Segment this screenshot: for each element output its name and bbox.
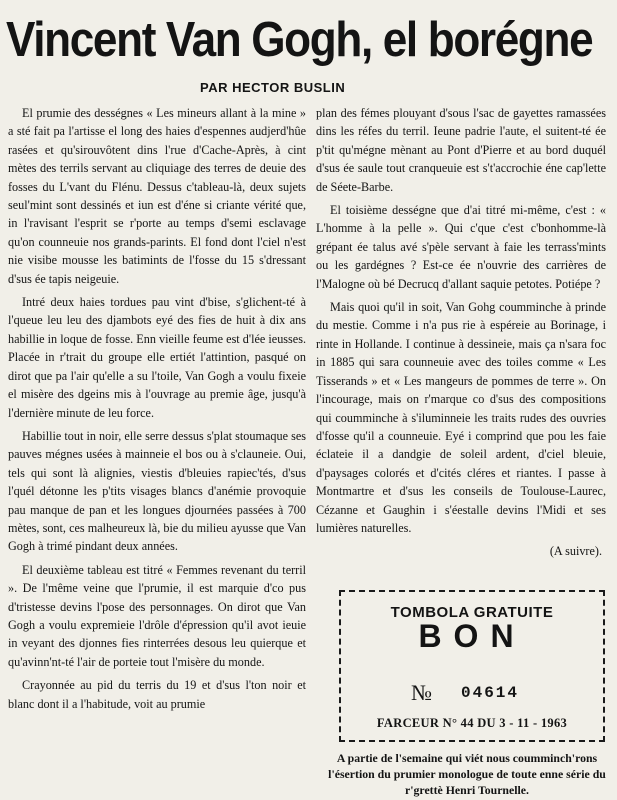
right-column <box>316 104 606 566</box>
paragraph: Mais quoi qu'il in soit, Van Gohg coumminche à prinde du mestie. Comme i n'a pus rie à espéreie au Borinage, i rinte in Hollande. I continue à dessineie, mais ça n'sara foc in 1885 qui sara counneuie avec des toiles comme « Les Tisserands » et « Les mangeurs de pommes de terre ». On l'incourage, mais on r'marque co d'sus des compositions qui coumminche à s'iluminneie les traits rudes des ouvries d'fosse qu'il a counneuie. Eyé i comprind que pou les faie éclateie il a dandgie de soleil ardent, d'ciel bleuie, d'paysages colorés et d'cités cléres et riantes. I passe à Montmartre et d'sus les conseils de Toulouse-Laurec, Cézanne et Gaughin i s'éestalle devins l'Midi et ses lumières naturelles. <box>316 300 606 535</box>
coupon-bon-label: BON <box>418 618 526 654</box>
tombola-coupon <box>339 590 605 742</box>
coupon-issue: FARCEUR N° 44 DU 3 - 11 - 1963 <box>376 716 568 730</box>
coupon-number-symbol: № <box>411 680 432 705</box>
coupon-number: 04614 <box>461 684 520 702</box>
paragraph: El deuxième tableau est titré « Femmes revenant du terril ». De l'même veine que l'prumie, il est marquie d'co pus d'tristesse devins l'pose des personnages. On dirot que Van Gogh a voulu expremieie l'drôle d'épression qu'il avot ieuie in veyant des djonnes fies rinterrées desous leu quierque et qu'avinn'nt-té l'air de porteie tout l'misère du monde. <box>8 562 306 669</box>
paragraph: Habillie tout in noir, elle serre dessus s'plat stoumaque ses pauves mégnes usées à mainneie el bos ou à s'clauneie. Oui, tels qui sont là alignies, viestis d'bleuies rapiec'tés, d'sus l'quél détonne les p'tits visages blancs d'anémie provoquie pau manque de pan et les longues djournées passées à 700 mètes, sont, ces malheureux là, bie du milieu ayusse que Van Gogh à trimé pindant deux années. <box>8 428 306 554</box>
paragraph: Intré deux haies tordues pau vint d'bise, s'glichent-té à l'queue leu leu des djambots eyé des fies de huit à dix ans habillie in loque de fosse. Enn vieille feume est d'lée ieusses. Placée in r'trait du groupe elle ertiét l'attintion, pasqué on dirot que pa l'air qu'elle a su l'toile, Van Gogh a voulu fixeie el misère des dgeins mis à l'ouvrage au premie âge, jusqu'à l'dernière minute de leu force. <box>8 295 306 420</box>
byline: PAR HECTOR BUSLIN <box>200 80 346 95</box>
paragraph: El prumie des dességnes « Les mineurs allant à la mine » a sté fait pa l'artisse el long des haies d'espennes audjerd'hûe rasées et qu'sirouvôtent dins l'rue d'Cache-Après, à cint mètes des terrils servant au cliquiage des terres de deuie des fosses du L'vant du Flénu. Dessus c'tableau-là, deux sujets seul'mint sont dessinés et iun est d'éne si criante vérité que, in l'ravisant l'esprit se r'porte au temps d'semi esclavage qu'on counneuie nos grands-parints. El fond dont l'ciel n'est nie visibe mousse les batimints de l'fosse du 15 s'dressant d'sus ée tapis neigeuie. <box>8 106 306 286</box>
left-column <box>8 104 306 718</box>
article-title: Vincent Van Gogh, el borégne <box>6 13 593 67</box>
paragraph: El toisième dességne que d'ai titré mi-même, c'est : « L'homme à la pelle ». Qui c'que c'est c'bonhomme-là grépant ée talus avé s'pèle servant à faie les terrass'mints ou les gardégnes ? Est-ce ée n'ouvrie des carrières de l'Malogne où bé Decrucq d'allant saquie petotes. Potiépe ? <box>316 203 606 291</box>
coupon-tombola-label: TOMBOLA GRATUITE <box>390 604 554 621</box>
to-be-continued: (A suivre). <box>549 544 602 559</box>
paragraph: Crayonnée au pid du terris du 19 et d'sus l'ton noir et blanc dont il a l'habitude, voit au prumie <box>8 678 306 711</box>
footnote: A partie de l'semaine qui viét nous coumminch'rons l'ésertion du prumier monologue de toute enne série du r'grettè Henri Tournelle. <box>328 751 606 797</box>
paragraph: plan des fémes plouyant d'sous l'sac de gayettes ramassées dins les réfes du terril. Ieune padrie l'aute, el suitent-té ée p'tit qu'mégne mènant au Pont d'Pierre et au bord duquél d'sus ée saule tout cranqueuie est s't'accrochie éne cap'lette de Séete-Barbe. <box>316 106 606 194</box>
